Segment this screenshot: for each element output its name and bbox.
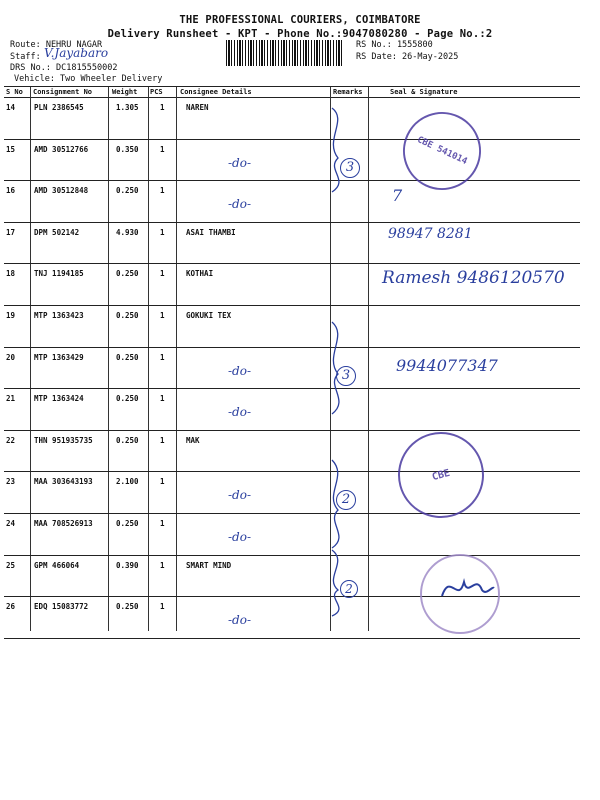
row-weight: 1.305 <box>116 103 139 112</box>
row-weight: 0.350 <box>116 144 139 154</box>
row-consignee: GOKUKI TEX <box>186 311 232 320</box>
runsheet-subtitle: Delivery Runsheet - KPT - Phone No.:9047080280 - Page No.:2 <box>107 28 493 40</box>
ditto-mark: -do- <box>228 155 252 170</box>
row-pcs: 1 <box>160 103 165 112</box>
route-label: Route: NEHRU NAGAR <box>10 40 103 50</box>
row-pcs: 1 <box>160 477 165 487</box>
header-pcs: PCS <box>150 88 163 96</box>
row-weight: 0.250 <box>116 186 139 196</box>
row-pcs: 1 <box>160 186 165 196</box>
row-consignment: MAA 708526913 <box>34 519 93 528</box>
rs-date: RS Date: 26-May-2025 <box>356 52 459 62</box>
table-row <box>4 181 580 223</box>
row-sno: 16 <box>6 186 16 196</box>
signature: 7 <box>392 186 403 205</box>
row-pcs: 1 <box>160 519 165 528</box>
row-sno: 17 <box>6 227 16 237</box>
row-sno: 15 <box>6 144 16 154</box>
row-consignment: AMD 30512766 <box>34 144 89 154</box>
row-consignee: ASAI THAMBI <box>186 227 236 237</box>
row-pcs: 1 <box>160 560 165 570</box>
staff-label: Staff: <box>10 52 41 62</box>
row-consignment: EDQ 15083772 <box>34 602 89 612</box>
remarks-brace <box>332 550 339 616</box>
row-sno: 23 <box>6 477 16 487</box>
row-pcs: 1 <box>160 227 165 237</box>
header-consignee: Consignee Details <box>180 88 252 96</box>
row-sno: 25 <box>6 560 16 570</box>
row-consignment: MTP 1363424 <box>34 394 84 404</box>
table-row <box>4 98 580 140</box>
row-consignment: GPM 466064 <box>34 560 80 570</box>
row-consignment: THN 951935735 <box>34 435 93 445</box>
ditto-mark: -do- <box>228 363 252 378</box>
remarks-braces <box>318 100 368 620</box>
row-consignment: MTP 1363423 <box>34 311 84 320</box>
staff-signature: V.Jayabaro <box>44 46 109 60</box>
remarks-count: 3 <box>340 158 360 178</box>
row-consignee: NAREN <box>186 103 209 112</box>
row-weight: 0.250 <box>116 602 139 612</box>
row-consignment: AMD 30512848 <box>34 186 89 196</box>
ditto-mark: -do- <box>228 488 252 503</box>
header-sno: S No <box>6 88 23 96</box>
ditto-mark: -do- <box>228 613 252 628</box>
row-pcs: 1 <box>160 435 165 445</box>
row-weight: 0.250 <box>116 394 139 404</box>
row-sno: 26 <box>6 602 16 612</box>
drs-number: DRS No.: DC1815550002 <box>10 63 118 73</box>
rs-number: RS No.: 1555800 <box>356 40 433 50</box>
table-row <box>4 514 580 556</box>
row-sno: 24 <box>6 519 16 528</box>
signature: 9944077347 <box>396 356 498 375</box>
row-weight: 0.390 <box>116 560 139 570</box>
company-title: THE PROFESSIONAL COURIERS, COIMBATORE <box>179 14 421 26</box>
row-sno: 20 <box>6 352 16 362</box>
row-consignee: MAK <box>186 435 200 445</box>
row-pcs: 1 <box>160 352 165 362</box>
row-consignment: MAA 303643193 <box>34 477 93 487</box>
table-row <box>4 223 580 265</box>
row-divider <box>4 638 580 639</box>
row-pcs: 1 <box>160 602 165 612</box>
seal-text: CBE 541014 <box>415 135 469 167</box>
row-weight: 4.930 <box>116 227 139 237</box>
row-weight: 0.250 <box>116 519 139 528</box>
remarks-brace <box>332 108 339 192</box>
table-row <box>4 472 580 514</box>
table-row <box>4 431 580 473</box>
row-pcs: 1 <box>160 144 165 154</box>
vehicle-label: Vehicle: Two Wheeler Delivery <box>14 74 163 84</box>
row-pcs: 1 <box>160 394 165 404</box>
table-row <box>4 140 580 182</box>
row-weight: 0.250 <box>116 435 139 445</box>
header-seal: Seal & Signature <box>390 88 458 96</box>
row-sno: 21 <box>6 394 16 404</box>
barcode <box>226 40 344 66</box>
signature-stroke <box>442 582 494 596</box>
row-pcs: 1 <box>160 269 165 279</box>
header-consignment: Consignment No <box>33 88 93 96</box>
remarks-count: 2 <box>340 580 358 598</box>
remarks-count: 3 <box>336 366 356 386</box>
ditto-mark: -do- <box>228 405 252 420</box>
header-weight: Weight <box>112 88 138 96</box>
row-weight: 0.250 <box>116 352 139 362</box>
row-sno: 22 <box>6 435 16 445</box>
row-consignment: MTP 1363429 <box>34 352 84 362</box>
table-row <box>4 306 580 348</box>
table-row <box>4 389 580 431</box>
row-consignee: KOTHAI <box>186 269 214 279</box>
row-sno: 14 <box>6 103 16 112</box>
row-consignee: SMART MIND <box>186 560 232 570</box>
row-consignment: DPM 502142 <box>34 227 80 237</box>
signature: 98947 8281 <box>388 226 473 242</box>
table-top-border <box>4 86 580 87</box>
row-weight: 0.250 <box>116 269 139 279</box>
ditto-mark: -do- <box>228 530 252 544</box>
seal-signature <box>436 568 496 608</box>
row-weight: 0.250 <box>116 311 139 320</box>
seal-text: CBE <box>430 467 452 483</box>
remarks-count: 2 <box>336 490 356 510</box>
row-consignment: TNJ 1194185 <box>34 269 84 279</box>
row-consignment: PLN 2386545 <box>34 103 84 112</box>
row-sno: 19 <box>6 311 16 320</box>
row-sno: 18 <box>6 269 16 279</box>
row-pcs: 1 <box>160 311 165 320</box>
signature: Ramesh 9486120570 <box>382 268 565 288</box>
row-weight: 2.100 <box>116 477 139 487</box>
header-remarks: Remarks <box>333 88 363 96</box>
ditto-mark: -do- <box>228 197 252 212</box>
